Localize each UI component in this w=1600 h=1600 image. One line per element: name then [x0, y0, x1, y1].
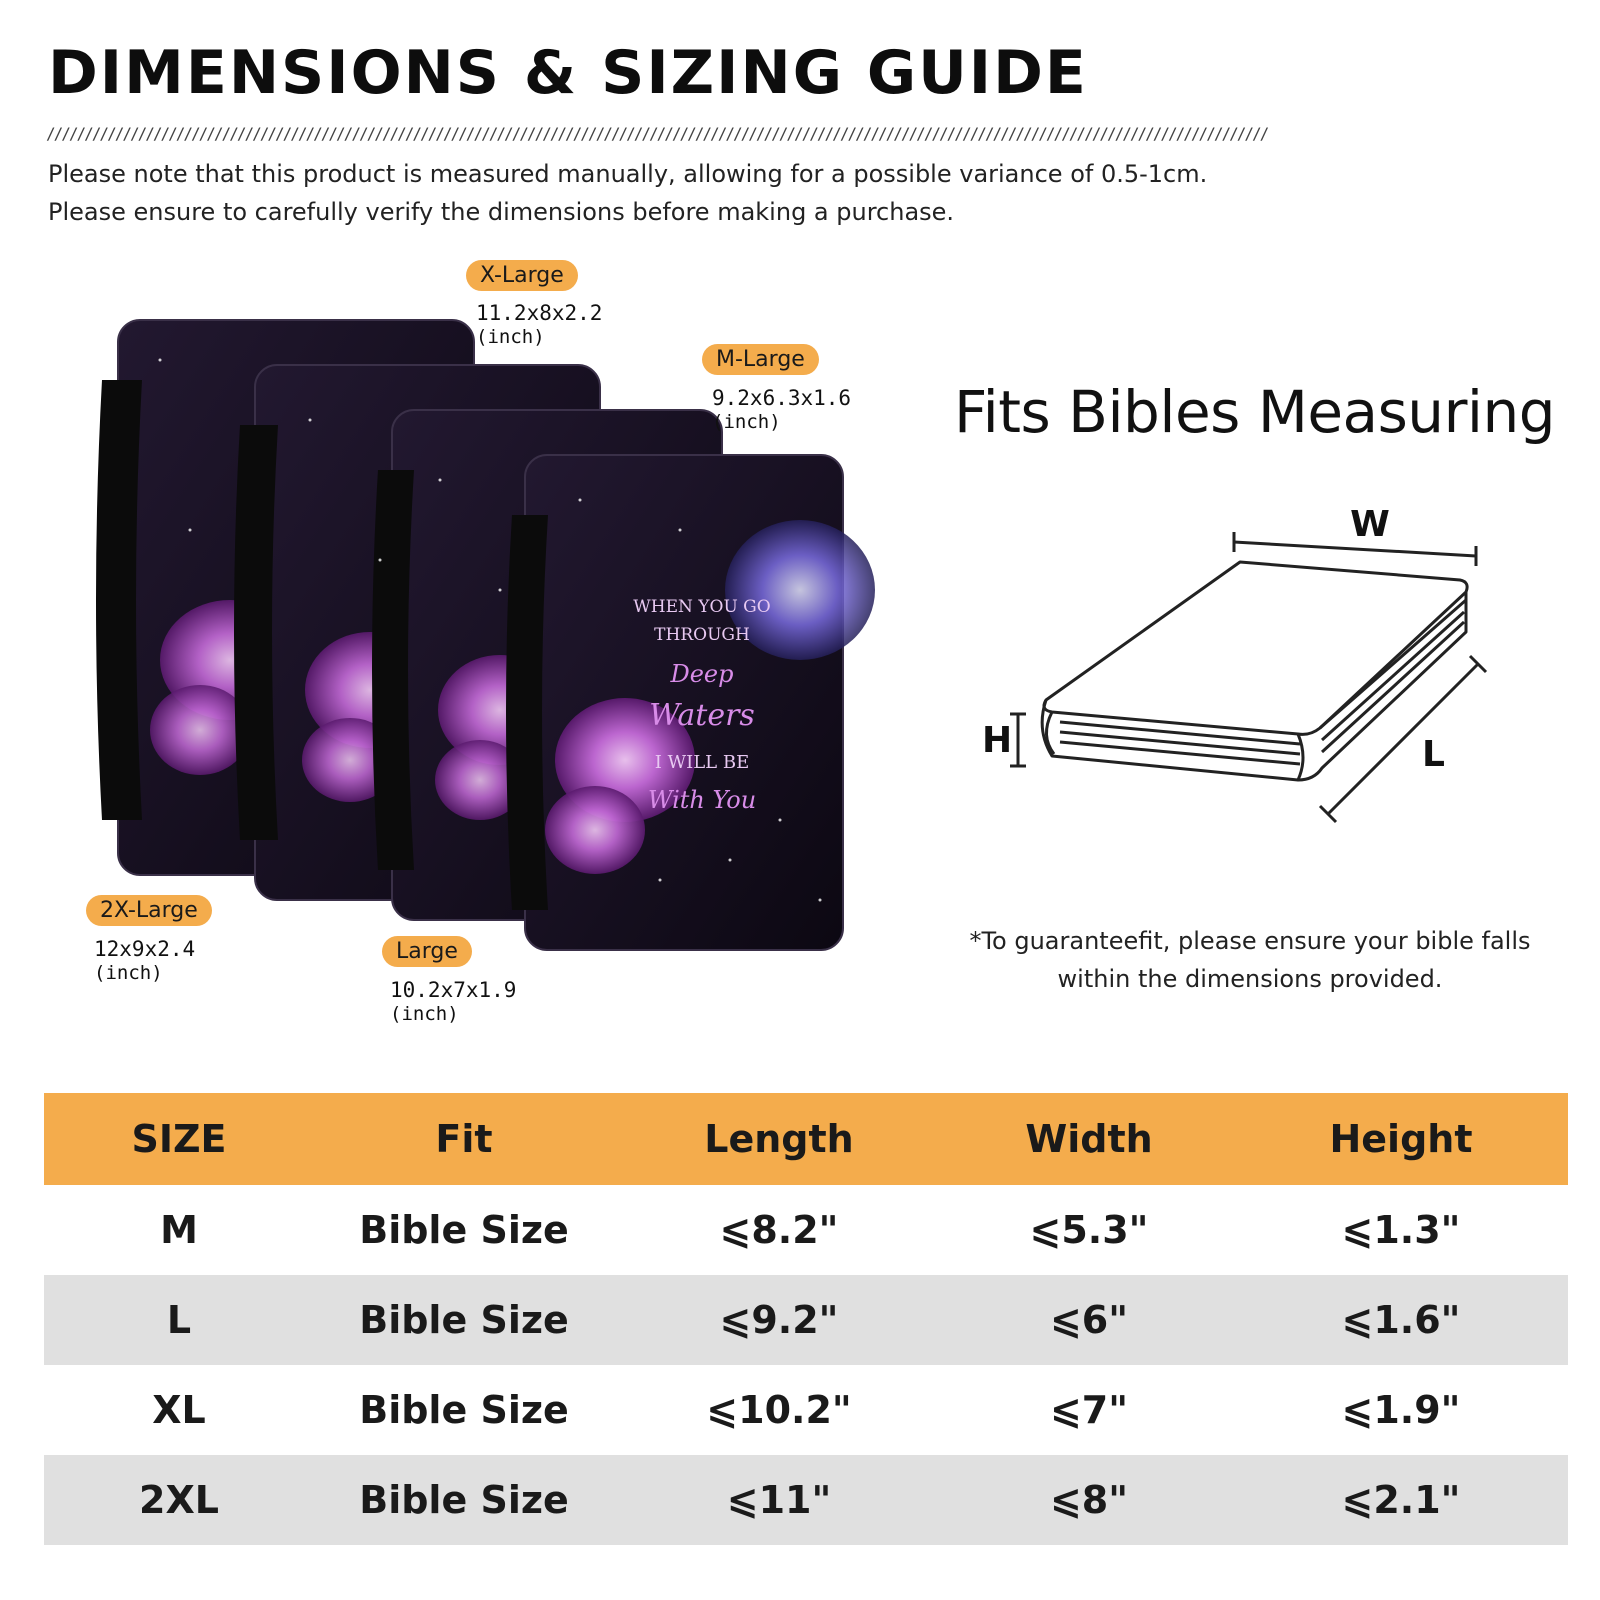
cell-length: ⩽8.2"	[719, 1208, 839, 1252]
cell-height: ⩽1.3"	[1341, 1208, 1461, 1252]
cover-text-4: Waters	[649, 698, 755, 733]
cell-length: ⩽10.2"	[706, 1388, 852, 1432]
header-fit: Fit	[314, 1093, 614, 1185]
cell-size: L	[44, 1275, 314, 1365]
cover-text-3: Deep	[670, 660, 734, 688]
label-l: L	[1422, 734, 1445, 775]
badge-x-large: X-Large	[466, 260, 578, 291]
divider-slashes: ////////////////////////////////////////////////////////////////////////////////////////////////////////////////////////////////////////////////////////////////	[46, 124, 1268, 143]
table-row	[44, 1455, 1568, 1545]
cell-length: ⩽11"	[614, 1455, 944, 1545]
header-width: Width	[944, 1093, 1234, 1185]
size-table	[44, 1093, 1568, 1545]
cell-width: ⩽7"	[1049, 1388, 1129, 1432]
note-line-1: Please note that this product is measured manually, allowing for a possible variance of 0.5-1cm.	[48, 160, 1208, 188]
cell-height: ⩽1.6"	[1234, 1275, 1568, 1365]
cell-size: XL	[152, 1388, 206, 1432]
cell-width: ⩽5.3"	[1029, 1208, 1149, 1252]
label-w: W	[1350, 504, 1390, 545]
cell-height: ⩽2.1"	[1234, 1455, 1568, 1545]
label-h: H	[982, 720, 1013, 761]
cell-length: ⩽9.2"	[614, 1275, 944, 1365]
cover-text-1: WHEN YOU GO	[633, 597, 771, 617]
cell-width: ⩽8"	[944, 1455, 1234, 1545]
dims-2x-large: 12x9x2.4 (inch)	[94, 937, 196, 985]
cell-size: M	[160, 1208, 198, 1252]
cell-fit: Bible Size	[359, 1208, 569, 1252]
cover-text-2: THROUGH	[654, 625, 750, 645]
dims-large: 10.2x7x1.9 (inch)	[390, 978, 517, 1026]
header-height: Height	[1234, 1093, 1568, 1185]
table-row	[44, 1185, 1568, 1275]
cover-text-6: With You	[647, 786, 757, 814]
header-length: Length	[614, 1093, 944, 1185]
fits-title: Fits Bibles Measuring	[954, 378, 1556, 446]
cell-fit: Bible Size	[314, 1455, 614, 1545]
header-size: SIZE	[44, 1093, 314, 1185]
badge-2x-large: 2X-Large	[86, 895, 212, 926]
fit-guarantee-note: *To guaranteefit, please ensure your bible falls within the dimensions provided.	[969, 927, 1531, 993]
table-row	[44, 1365, 1568, 1455]
dims-x-large: 11.2x8x2.2 (inch)	[476, 301, 603, 349]
cover-m-large	[506, 455, 875, 950]
cover-text-5: I WILL BE	[654, 752, 750, 773]
cell-height: ⩽1.9"	[1341, 1388, 1461, 1432]
cell-fit: Bible Size	[359, 1388, 569, 1432]
note-line-2: Please ensure to carefully verify the dimensions before making a purchase.	[48, 198, 955, 226]
badge-m-large: M-Large	[702, 344, 819, 375]
book-dimension-diagram	[980, 500, 1540, 860]
page-title: DIMENSIONS & SIZING GUIDE	[48, 38, 1088, 108]
table-header-row	[44, 1093, 1568, 1185]
cell-size: 2XL	[44, 1455, 314, 1545]
badge-large: Large	[382, 936, 472, 967]
cell-width: ⩽6"	[944, 1275, 1234, 1365]
dims-m-large: 9.2x6.3x1.6 (inch)	[712, 386, 852, 434]
cell-fit: Bible Size	[314, 1275, 614, 1365]
table-row	[44, 1275, 1568, 1365]
